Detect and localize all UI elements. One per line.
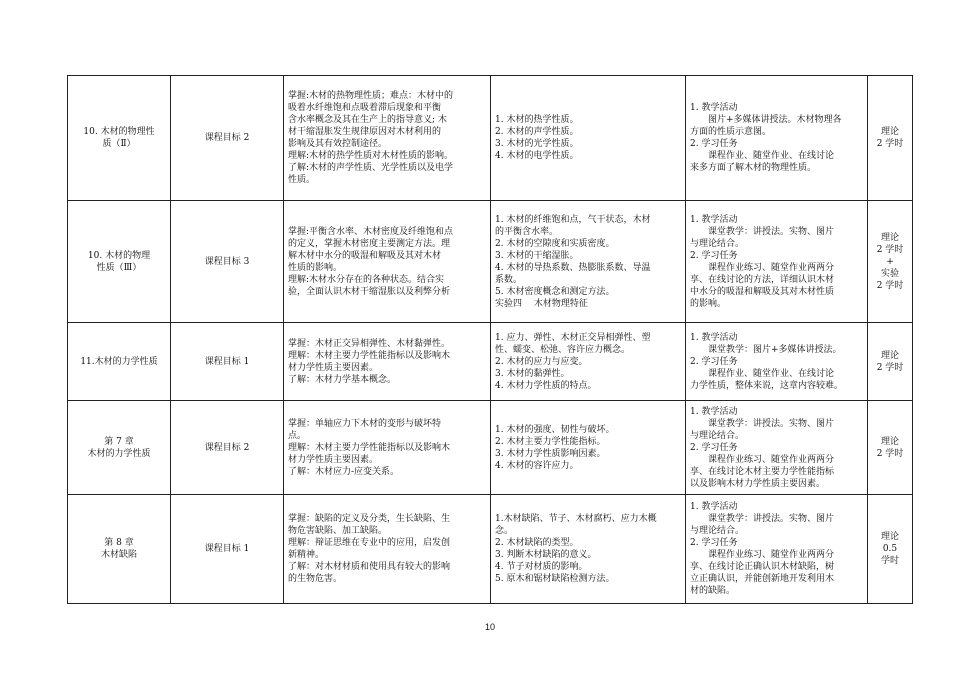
page-number: 10 — [484, 622, 495, 632]
requirements-cell — [284, 401, 491, 495]
method-line: 课程作业、随堂作业、在线讨论 — [690, 368, 835, 379]
method-line: 2. 学习任务 — [690, 538, 738, 548]
content-cell — [491, 495, 686, 604]
requirement-line: 了解：对木材材质和使用具有较大的影响 — [288, 562, 451, 572]
method-line: 1. 教学活动 — [690, 502, 738, 512]
content-line: 4. 木材的电学性质。 — [495, 151, 579, 161]
hours-line: 0.5 — [882, 544, 898, 554]
content-line: 2. 木材的声学性质。 — [495, 127, 579, 137]
content-line: 1.木材缺陷、节子、木材腐朽、应力木概 — [495, 514, 657, 524]
hours-cell — [868, 323, 913, 401]
requirements-cell — [284, 76, 491, 201]
requirement-line: 验，全面认识木材干缩湿胀以及利弊分析 — [288, 286, 451, 297]
requirement-line: 材力学性质主要因素。 — [288, 454, 379, 465]
method-line: 1. 教学活动 — [690, 214, 738, 225]
requirement-line: 了解:木材的声学性质、光学性质以及电学 — [288, 163, 454, 173]
method-line: 享、在线讨论的方法，详细认识木材 — [690, 274, 835, 285]
content-line: 5. 木材密度概念和测定方法。 — [495, 286, 615, 297]
hours-line: 2 学时 — [876, 280, 904, 291]
requirement-line: 吸着水纤维饱和点吸着滞后现象和平衡 — [288, 103, 442, 113]
hours-line: 实验 — [880, 268, 899, 279]
method-line: 享、在线讨论正确认识木材缺陷，树 — [690, 562, 835, 572]
hours-line: + — [886, 256, 894, 267]
content-line: 系数。 — [495, 274, 523, 285]
goal-text: 课程目标 2 — [204, 133, 250, 143]
method-line: 2. 学习任务 — [690, 139, 738, 149]
content-line: 性、蠕变、松弛、容许应力概念。 — [495, 344, 631, 355]
goal-cell — [171, 323, 284, 401]
method-line: 中水分的吸湿和解吸及其对木材性质 — [690, 286, 835, 297]
requirement-line: 理解:木材水分存在的各种状态。结合实 — [288, 274, 445, 285]
chapter-line: 性质（Ⅲ） — [96, 262, 142, 273]
requirement-line: 性质。 — [288, 175, 316, 185]
method-line: 课程作业练习、随堂作业两两分 — [690, 550, 835, 560]
content-cell — [491, 323, 686, 401]
hours-cell — [868, 201, 913, 323]
requirement-line: 材干缩湿胀发生规律原因对木材利用的 — [288, 127, 442, 137]
requirement-line: 理解：木材主要力学性能指标以及影响木 — [288, 442, 451, 453]
method-line: 的影响。 — [690, 298, 727, 309]
goal-text: 课程目标 1 — [204, 356, 250, 367]
table-row — [68, 495, 913, 604]
requirement-line: 性质的影响。 — [288, 262, 343, 273]
requirement-line: 掌握：单轴应力下木材的变形与破坏特 — [288, 418, 442, 429]
requirement-line: 新精神。 — [288, 550, 325, 560]
method-line: 立正确认识，并能创新地开发利用木 — [690, 574, 835, 584]
requirement-line: 的生物危害。 — [288, 574, 343, 584]
content-line: 3. 判断木材缺陷的意义。 — [495, 550, 597, 560]
hours-line: 理论 — [880, 232, 899, 243]
content-line: 3. 木材的光学性质。 — [495, 139, 579, 149]
method-line: 1. 教学活动 — [690, 103, 738, 113]
hours-line: 理论 — [880, 127, 899, 137]
content-line: 实验四 木材物理特征 — [495, 298, 588, 309]
chapter-cell — [68, 323, 171, 401]
syllabus-table — [67, 75, 913, 604]
chapter-cell — [68, 401, 171, 495]
table-row — [68, 201, 913, 323]
methods-cell — [686, 401, 868, 495]
method-line: 课堂教学：讲授法。实物、图片 — [690, 514, 835, 524]
methods-cell — [686, 76, 868, 201]
requirement-line: 解木材中水分的吸湿和解吸及其对木材 — [288, 250, 442, 261]
method-line: 1. 教学活动 — [690, 332, 738, 343]
table-row — [68, 323, 913, 401]
method-line: 课程作业练习、随堂作业两两分 — [690, 454, 835, 465]
chapter-line: 木材缺陷 — [100, 550, 137, 560]
hours-line: 理论 — [880, 436, 899, 447]
requirement-line: 掌握：缺陷的定义及分类，生长缺陷、生 — [288, 514, 451, 524]
method-line: 课程作业、随堂作业、在线讨论 — [690, 151, 835, 161]
method-line: 与理论结合。 — [690, 238, 745, 249]
hours-cell — [868, 76, 913, 201]
method-line: 2. 学习任务 — [690, 250, 738, 261]
requirements-cell — [284, 323, 491, 401]
requirement-line: 掌握:木材的热物理性质；难点：木材中的 — [288, 91, 454, 101]
requirement-line: 的定义，掌握木材密度主要测定方法。理 — [288, 238, 451, 249]
goal-cell — [171, 401, 284, 495]
requirement-line: 影响及其有效控制途径。 — [288, 139, 388, 149]
content-line: 3. 木材力学性质影响因素。 — [495, 448, 606, 459]
hours-cell — [868, 495, 913, 604]
goal-cell — [171, 495, 284, 604]
method-line: 享、在线讨论木材主要力学性能指标 — [690, 466, 835, 477]
methods-cell — [686, 495, 868, 604]
content-line: 5. 原木和锯材缺陷检测方法。 — [495, 574, 615, 584]
hours-line: 学时 — [880, 556, 899, 566]
methods-cell — [686, 323, 868, 401]
requirement-line: 掌握:平衡含水率、木材密度及纤维饱和点 — [288, 226, 454, 237]
syllabus-table-body — [68, 76, 913, 604]
content-line: 2. 木材的空隙度和实质密度。 — [495, 238, 615, 249]
requirement-line: 理解：木材主要力学性能指标以及影响木 — [288, 350, 451, 361]
requirement-line: 含水率概念及其在生产上的指导意义; 木 — [288, 115, 447, 125]
goal-cell — [171, 76, 284, 201]
hours-line: 2 学时 — [876, 244, 904, 255]
method-line: 图片+多媒体讲授法。木材物理各 — [690, 115, 842, 125]
content-line: 3. 木材的干缩湿胀。 — [495, 250, 579, 261]
requirement-line: 材力学性质主要因素。 — [288, 362, 379, 373]
method-line: 课堂教学：讲授法。实物、图片 — [690, 418, 835, 429]
content-line: 2. 木材的应力与应变。 — [495, 356, 588, 367]
method-line: 课堂教学：讲授法。实物、图片 — [690, 226, 835, 237]
content-line: 1. 木材的强度、韧性与破坏。 — [495, 424, 615, 435]
method-line: 以及影响木材力学性质主要因素。 — [690, 478, 826, 489]
methods-cell — [686, 201, 868, 323]
method-line: 2. 学习任务 — [690, 442, 738, 453]
table-row — [68, 401, 913, 495]
goal-text: 课程目标 1 — [204, 544, 250, 554]
method-line: 方面的性质示意图。 — [690, 127, 772, 137]
method-line: 材的缺陷。 — [690, 586, 736, 596]
chapter-line: 质（Ⅱ） — [102, 139, 136, 149]
chapter-line: 木材的力学性质 — [87, 448, 151, 459]
content-line: 2. 木材缺陷的类型。 — [495, 538, 579, 548]
hours-line: 2 学时 — [876, 448, 904, 459]
goal-cell — [171, 201, 284, 323]
content-line: 2. 木材主要力学性能指标。 — [495, 436, 606, 447]
table-row — [68, 76, 913, 201]
hours-line: 理论 — [880, 350, 899, 361]
goal-text: 课程目标 3 — [204, 256, 250, 267]
chapter-cell — [68, 495, 171, 604]
content-line: 念。 — [495, 526, 514, 536]
content-line: 1. 应力、弹性、木材正交异相弹性、塑 — [495, 332, 651, 343]
content-line: 3. 木材的黏弹性。 — [495, 368, 570, 379]
method-line: 课程作业练习、随堂作业两两分 — [690, 262, 835, 273]
method-line: 来多方面了解木材的物理性质。 — [690, 163, 817, 173]
chapter-line: 11.木材的力学性质 — [80, 356, 158, 367]
hours-line: 理论 — [880, 532, 899, 542]
method-line: 力学性质，整体来说，这章内容较难。 — [690, 380, 844, 391]
hours-cell — [868, 401, 913, 495]
method-line: 1. 教学活动 — [690, 406, 738, 417]
chapter-line: 10. 木材的物理 — [87, 250, 151, 261]
content-cell — [491, 401, 686, 495]
method-line: 与理论结合。 — [690, 430, 745, 441]
content-line: 4. 木材的导热系数、热膨胀系数、导温 — [495, 262, 651, 273]
method-line: 与理论结合。 — [690, 526, 745, 536]
requirement-line: 掌握：木材正交异相弹性、木材黏弹性。 — [288, 338, 451, 349]
content-line: 的平衡含水率。 — [495, 226, 559, 237]
requirement-line: 物危害缺陷、加工缺陷。 — [288, 526, 388, 536]
content-cell — [491, 76, 686, 201]
hours-line: 2 学时 — [876, 362, 904, 373]
content-line: 4. 木材力学性质的特点。 — [495, 380, 597, 391]
content-line: 1. 木材的纤维饱和点，气干状态，木材 — [495, 214, 651, 225]
chapter-line: 第 8 章 — [104, 538, 134, 548]
requirement-line: 理解：辩证思维在专业中的应用，启发创 — [288, 538, 451, 548]
chapter-line: 10. 木材的物理性 — [83, 127, 155, 137]
hours-line: 2 学时 — [876, 139, 904, 149]
requirements-cell — [284, 201, 491, 323]
requirements-cell — [284, 495, 491, 604]
content-line: 1. 木材的热学性质。 — [495, 115, 579, 125]
method-line: 2. 学习任务 — [690, 356, 738, 367]
requirement-line: 点。 — [288, 430, 307, 441]
method-line: 课堂教学：图片+多媒体讲授法。 — [690, 344, 842, 355]
requirement-line: 了解：木材应力-应变关系。 — [288, 466, 400, 477]
content-cell — [491, 201, 686, 323]
chapter-cell — [68, 76, 171, 201]
chapter-line: 第 7 章 — [104, 436, 134, 447]
content-line: 4. 节子对材质的影响。 — [495, 562, 588, 572]
chapter-cell — [68, 201, 171, 323]
goal-text: 课程目标 2 — [204, 442, 250, 453]
requirement-line: 了解：木材力学基本概念。 — [288, 374, 397, 385]
content-line: 4. 木材的容许应力。 — [495, 460, 579, 471]
requirement-line: 理解:木材的热学性质对木材性质的影响。 — [288, 151, 454, 161]
